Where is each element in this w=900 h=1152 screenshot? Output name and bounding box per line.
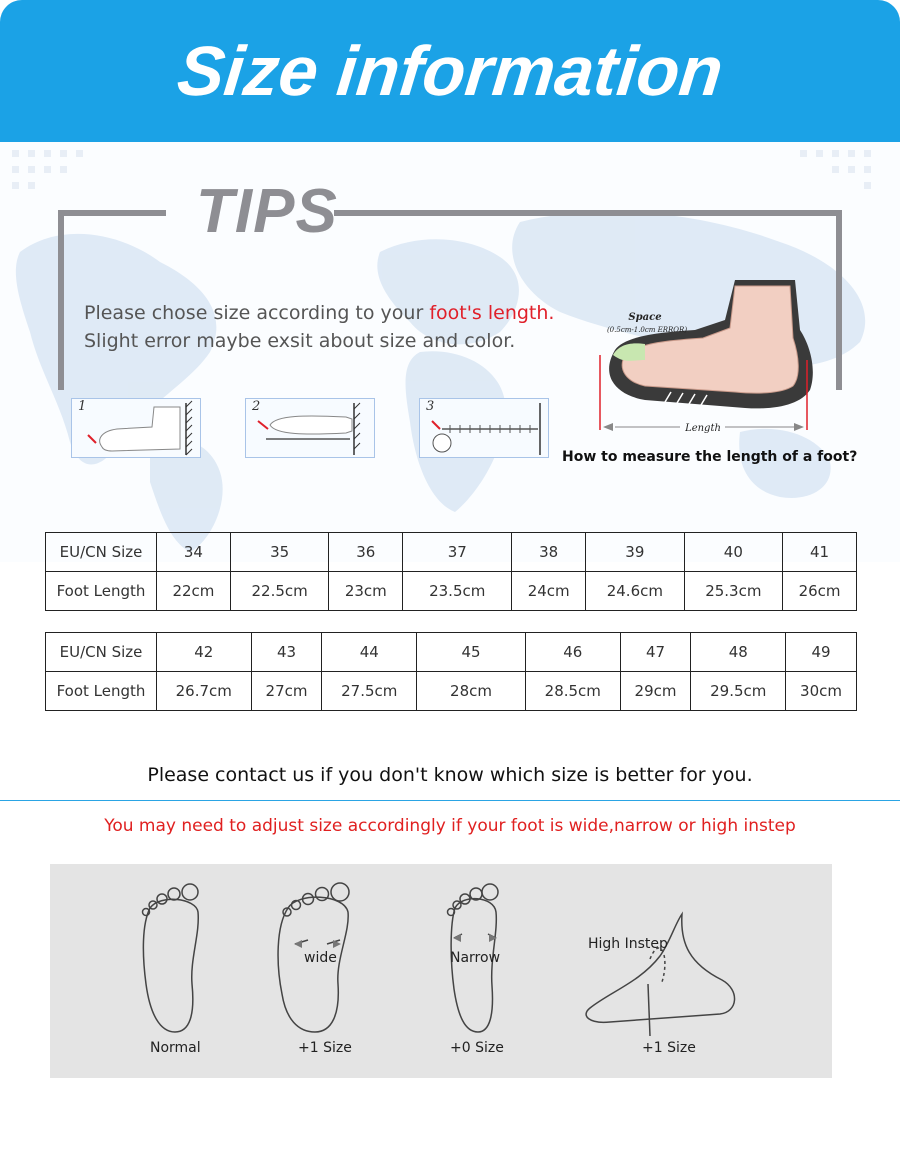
length-cell: 27.5cm [322,672,417,711]
length-cell: 23cm [329,572,403,611]
size-cell: 44 [322,633,417,672]
step-number: 3 [426,399,435,414]
table-row [46,672,857,711]
size-cell: 39 [586,533,684,572]
length-cell: 30cm [786,672,857,711]
diagram-error-label: (0.5cm-1.0cm ERROR) [606,326,688,334]
size-cell: 34 [157,533,231,572]
length-cell: 28.5cm [526,672,621,711]
size-cell: 42 [157,633,252,672]
length-cell: 25.3cm [684,572,782,611]
size-cell: 40 [684,533,782,572]
table-row [46,633,857,672]
high-instep-foot-icon [586,914,734,1022]
size-table-1 [45,532,857,611]
narrow-tag: Narrow [450,950,501,966]
row-label: Foot Length [46,672,157,711]
size-cell: 47 [620,633,691,672]
header-banner [0,0,900,142]
measure-step-3 [419,398,549,458]
diagram-length-label: Length [685,423,721,434]
divider [0,800,900,801]
wide-tag: wide [304,950,337,966]
shoe-measure-diagram [585,260,835,440]
length-cell: 27cm [251,672,322,711]
length-cell: 22cm [157,572,231,611]
row-label: EU/CN Size [46,633,157,672]
size-cell: 37 [403,533,512,572]
length-cell: 26cm [783,572,857,611]
ruler-icon [420,399,548,457]
size-cell: 41 [783,533,857,572]
length-cell: 26.7cm [157,672,252,711]
instep-tag: High Instep [588,936,668,952]
size-cell: 36 [329,533,403,572]
foot-side-icon [72,399,200,457]
foot-top-icon [246,399,374,457]
size-table-2 [45,632,857,711]
howto-caption: How to measure the length of a foot? [562,449,858,465]
normal-foot-icon [143,899,198,1032]
size-cell: 48 [691,633,786,672]
length-cell: 23.5cm [403,572,512,611]
diagram-space-label: Space [628,312,662,323]
wide-label: +1 Size [298,1040,352,1056]
size-cell: 45 [417,633,526,672]
tips-heading: TIPS [196,177,338,246]
row-label: EU/CN Size [46,533,157,572]
measure-step-2 [245,398,375,458]
adjust-note: You may need to adjust size accordingly if your foot is wide,narrow or high instep [104,816,796,836]
tip-line-1 [84,302,554,324]
table-row [46,572,857,611]
length-cell: 29.5cm [691,672,786,711]
step-number: 1 [78,399,87,414]
row-label: Foot Length [46,572,157,611]
length-cell: 24.6cm [586,572,684,611]
size-cell: 49 [786,633,857,672]
size-cell: 38 [512,533,586,572]
size-cell: 35 [230,533,328,572]
tip-line-1-text: Please chose size according to your [84,302,430,324]
measure-step-1 [71,398,201,458]
contact-note: Please contact us if you don't know which size is better for you. [147,764,753,786]
narrow-label: +0 Size [450,1040,504,1056]
page-title: Size information [173,32,727,110]
length-cell: 22.5cm [230,572,328,611]
normal-label: Normal [150,1040,201,1056]
size-cell: 43 [251,633,322,672]
step-number: 2 [252,399,261,414]
size-cell: 46 [526,633,621,672]
tip-line-2: Slight error maybe exsit about size and color. [84,330,516,352]
length-cell: 28cm [417,672,526,711]
foot-types-panel [50,864,832,1078]
table-row [46,533,857,572]
instep-label: +1 Size [642,1040,696,1056]
tip-highlight: foot's length. [429,302,555,324]
length-cell: 29cm [620,672,691,711]
length-cell: 24cm [512,572,586,611]
